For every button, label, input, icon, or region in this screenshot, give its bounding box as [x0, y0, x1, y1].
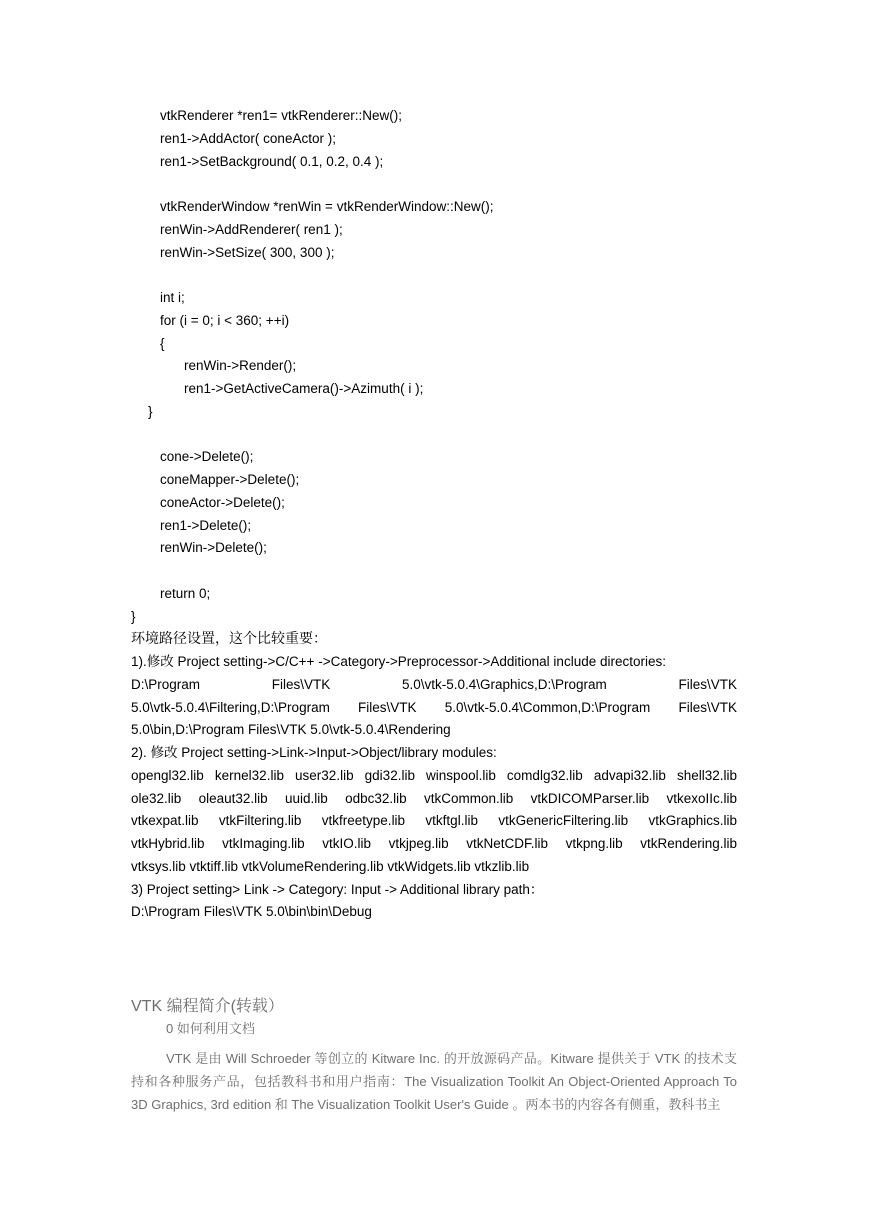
code-line: int i; [160, 290, 185, 305]
code-line: cone->Delete(); [160, 449, 254, 464]
code-line: ren1->AddActor( coneActor ); [160, 131, 336, 146]
code-line: { [160, 336, 165, 351]
code-line: for (i = 0; i < 360; ++i) [160, 313, 290, 328]
code-line: renWin->Delete(); [160, 540, 267, 555]
code-line: return 0; [160, 586, 211, 601]
lib-line: opengl32.lib kernel32.lib user32.lib gdi32.lib winspool.lib comdlg32.lib advapi32.lib shell32.lib [131, 768, 737, 783]
path-line: D:\Program Files\VTK 5.0\bin\bin\Debug [131, 904, 372, 919]
step-3-text: 3) Project setting> Link -> Category: Input -> Additional library path： [131, 882, 544, 897]
lib-line: vtkHybrid.lib vtkImaging.lib vtkIO.lib vtkjpeg.lib vtkNetCDF.lib vtkpng.lib vtkRendering.lib [131, 836, 737, 851]
code-line: ren1->GetActiveCamera()->Azimuth( i ); [184, 381, 424, 396]
code-line: vtkRenderWindow *renWin = vtkRenderWindow::New(); [160, 199, 494, 214]
code-line: renWin->Render(); [184, 358, 297, 373]
lib-line: vtkexpat.lib vtkFiltering.lib vtkfreetype.lib vtkftgl.lib vtkGenericFiltering.lib vtkGraphics.lib [131, 813, 737, 828]
step-1-text: 1).修改 Project setting->C/C++ ->Category->Preprocessor->Additional include directories: [131, 654, 666, 669]
article-title: VTK 编程简介(转载） [131, 998, 284, 1015]
code-line: coneMapper->Delete(); [160, 472, 300, 487]
path-line: 5.0\bin,D:\Program Files\VTK 5.0\vtk-5.0.4\Rendering [131, 722, 451, 737]
path-line: D:\Program Files\VTK 5.0\vtk-5.0.4\Graphics,D:\Program Files\VTK [131, 677, 737, 692]
path-line: 5.0\vtk-5.0.4\Filtering,D:\Program Files\VTK 5.0\vtk-5.0.4\Common,D:\Program Files\VTK [131, 700, 737, 715]
code-line: vtkRenderer *ren1= vtkRenderer::New(); [160, 108, 402, 123]
section-heading: 环境路径设置，这个比较重要： [131, 631, 327, 647]
code-line: } [131, 609, 136, 624]
lib-line: ole32.lib oleaut32.lib uuid.lib odbc32.lib vtkCommon.lib vtkDICOMParser.lib vtkexoIIc.lib [131, 791, 737, 806]
code-line: ren1->Delete(); [160, 518, 252, 533]
article-intro: VTK 是由 Will Schroeder 等创立的 Kitware Inc. 的开放源码产品。Kitware 提供关于 VTK 的技术支持和各种服务产品，包括教科书和用户指南：The Visualization Toolkit An Object-Oriented Approach To 3D Graphics, 3rd edition 和 The Visualization Toolkit User's Guide 。两本书的内容各有侧重，教科书主 [131, 1051, 737, 1112]
code-line: coneActor->Delete(); [160, 495, 285, 510]
code-line: ren1->SetBackground( 0.1, 0.2, 0.4 ); [160, 154, 384, 169]
code-line: renWin->AddRenderer( ren1 ); [160, 222, 343, 237]
code-line: } [148, 404, 153, 419]
lib-line: vtksys.lib vtktiff.lib vtkVolumeRendering.lib vtkWidgets.lib vtkzlib.lib [131, 859, 530, 874]
step-2-text: 2). 修改 Project setting->Link->Input->Object/library modules: [131, 745, 497, 760]
code-line: renWin->SetSize( 300, 300 ); [160, 245, 335, 260]
article-subtitle: 0 如何利用文档 [166, 1021, 255, 1036]
